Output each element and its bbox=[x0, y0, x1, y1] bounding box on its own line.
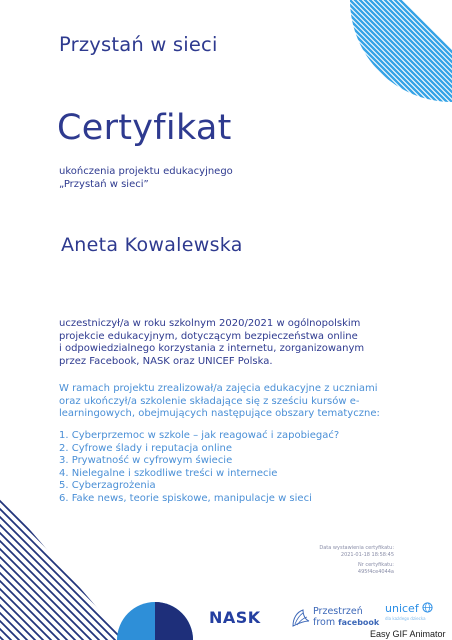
paragraph-line: i odpowiedzialnego korzystania z internetu, zorganizowanym bbox=[59, 343, 365, 355]
training-paragraph bbox=[59, 383, 380, 421]
facebook-logo-line1: Przestrzeń bbox=[313, 606, 363, 617]
topic-item: 5. Cyberzagrożenia bbox=[59, 480, 156, 491]
issue-info bbox=[319, 545, 394, 575]
issue-date-label: Data wystawienia certyfikatu: bbox=[319, 545, 394, 551]
topics-list bbox=[59, 430, 339, 505]
nask-logo: NASK bbox=[209, 608, 261, 627]
issue-date-value: 2021-01-18 18:58:45 bbox=[340, 551, 394, 558]
certificate-subtitle bbox=[59, 165, 233, 191]
unicef-logo bbox=[385, 602, 433, 621]
unicef-logo-subtitle: dla każdego dziecka bbox=[385, 616, 426, 621]
certificate-number-value: 495f4ce4044a bbox=[357, 568, 394, 575]
header-title: Przystań w sieci bbox=[59, 33, 218, 56]
decorative-stripes-top bbox=[350, 0, 452, 105]
topic-item: 1. Cyberprzemoc w szkole – jak reagować i zapobiegać? bbox=[59, 430, 340, 441]
facebook-logo-brand: facebook bbox=[338, 618, 380, 627]
recipient-name: Aneta Kowalewska bbox=[61, 234, 243, 256]
paragraph-line: projekcie edukacyjnym, dotyczącym bezpieczeństwa online bbox=[59, 330, 358, 342]
paragraph-line: przez Facebook, NASK oraz UNICEF Polska. bbox=[59, 355, 273, 367]
paragraph-line: learningowych, obejmujących następujące obszary tematyczne: bbox=[59, 408, 380, 420]
topic-item: 2. Cyfrowe ślady i reputacja online bbox=[59, 442, 233, 454]
paragraph-line: W ramach projektu zrealizował/a zajęcia edukacyjne z uczniami bbox=[59, 383, 378, 394]
certificate-number-label: Nr certyfikatu: bbox=[357, 562, 394, 568]
paragraph-line: oraz ukończył/a szkolenie składające się z sześciu kursów e- bbox=[59, 395, 360, 407]
subtitle-line: ukończenia projektu edukacyjnego bbox=[59, 166, 233, 177]
facebook-logo-from: from bbox=[313, 617, 336, 628]
topic-item: 4. Nielegalne i szkodliwe treści w internecie bbox=[59, 467, 278, 479]
facebook-icon bbox=[291, 608, 311, 628]
participation-paragraph bbox=[59, 318, 364, 368]
topic-item: 3. Prywatność w cyfrowym świecie bbox=[59, 455, 233, 466]
decorative-shapes-bottom bbox=[0, 495, 200, 640]
paragraph-line: uczestniczył/a w roku szkolnym 2020/2021 w ogólnopolskim bbox=[59, 318, 361, 329]
unicef-globe-icon bbox=[422, 602, 433, 613]
certificate-title: Certyfikat bbox=[57, 108, 232, 148]
subtitle-line: „Przystań w sieci” bbox=[59, 179, 149, 190]
unicef-logo-text: unicef bbox=[385, 602, 419, 615]
watermark: Easy GIF Animator bbox=[370, 629, 446, 639]
topic-item: 6. Fake news, teorie spiskowe, manipulacje w sieci bbox=[59, 492, 312, 504]
